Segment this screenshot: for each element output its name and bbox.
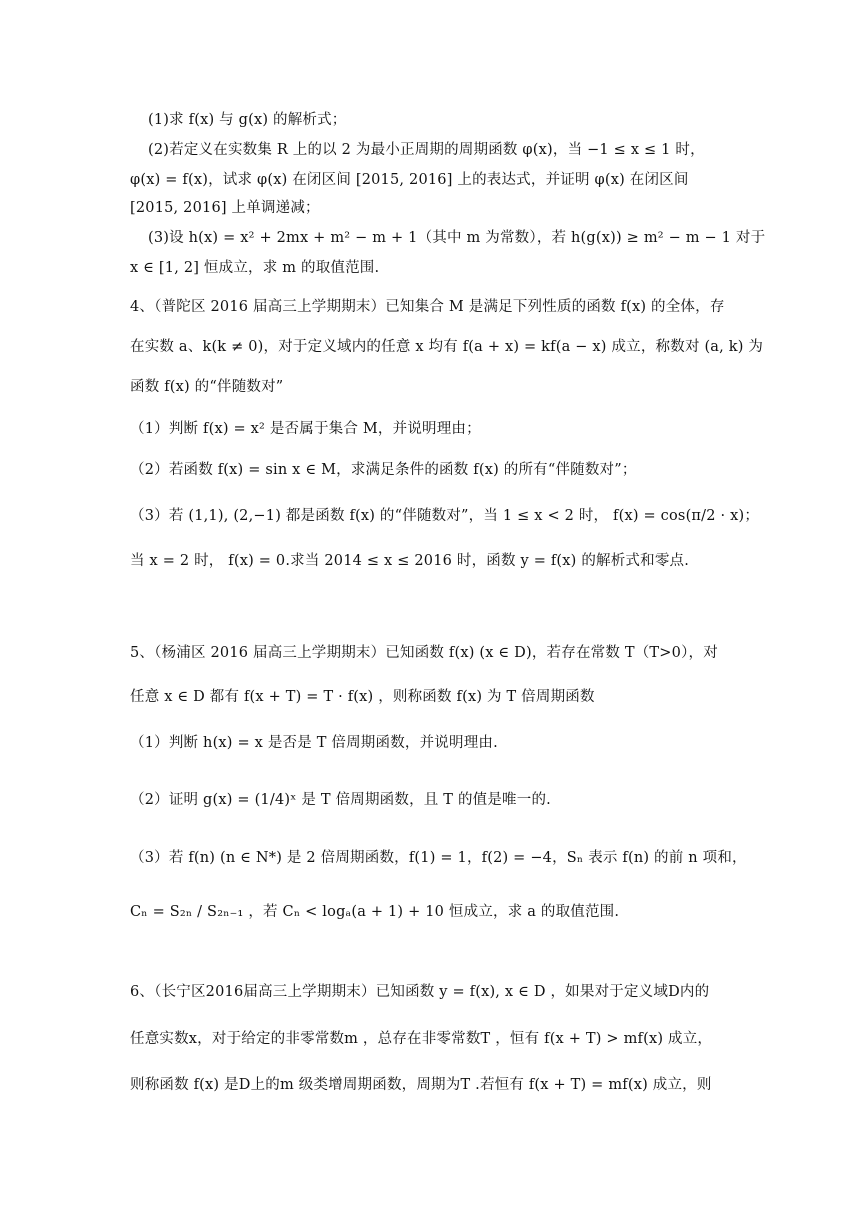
problem6-line3: 则称函数 f(x) 是D上的m 级类增周期函数，周期为T .若恒有 f(x + T) = mf(x) 成立，则 bbox=[130, 1077, 712, 1093]
problem4-line3: 函数 f(x) 的“伴随数对” bbox=[130, 379, 284, 395]
problem4-question1: （1）判断 f(x) = x² 是否属于集合 M，并说明理由； bbox=[130, 421, 481, 437]
problem6-line1: 6、（长宁区2016届高三上学期期末）已知函数 y = f(x), x ∈ D ，如果对于定义域D内的 bbox=[130, 984, 710, 1000]
problem6-line2: 任意实数x，对于给定的非零常数m ，总存在非零常数T ，恒有 f(x + T) > mf(x) 成立， bbox=[130, 1031, 713, 1047]
problem5-question2: （2）证明 g(x) = (1/4)ˣ 是 T 倍周期函数，且 T 的值是唯一的. bbox=[130, 792, 551, 808]
problem4-question3-line1: （3）若 (1,1), (2,−1) 都是函数 f(x) 的“伴随数对”，当 1 ≤ x < 2 时， f(x) = cos(π/2 · x)； bbox=[130, 508, 760, 524]
problem3-part3-line1: (3)设 h(x) = x² + 2mx + m² − m + 1（其中 m 为常数），若 h(g(x)) ≥ m² − m − 1 对于 bbox=[148, 230, 766, 246]
problem5-question3-line1: （3）若 f(n) (n ∈ N*) 是 2 倍周期函数，f(1) = 1，f(2) = −4，Sₙ 表示 f(n) 的前 n 项和， bbox=[130, 850, 747, 866]
problem3-part2-line2: φ(x) = f(x)，试求 φ(x) 在闭区间 [2015, 2016] 上的表达式，并证明 φ(x) 在闭区间 bbox=[130, 172, 689, 188]
problem4-line2: 在实数 a、k(k ≠ 0)，对于定义域内的任意 x 均有 f(a + x) = kf(a − x) 成立，称数对 (a, k) 为 bbox=[130, 339, 764, 355]
problem3-part3-line2: x ∈ [1, 2] 恒成立，求 m 的取值范围. bbox=[130, 260, 380, 276]
problem3-part2-line3: [2015, 2016] 上单调递减； bbox=[130, 200, 320, 216]
problem3-part2-line1: (2)若定义在实数集 R 上的以 2 为最小正周期的周期函数 φ(x)，当 −1 ≤ x ≤ 1 时， bbox=[148, 142, 705, 158]
problem4-question2: （2）若函数 f(x) = sin x ∈ M，求满足条件的函数 f(x) 的所有“伴随数对”； bbox=[130, 462, 637, 478]
problem3-part1: (1)求 f(x) 与 g(x) 的解析式； bbox=[148, 112, 347, 128]
problem4-question3-line2: 当 x = 2 时， f(x) = 0.求当 2014 ≤ x ≤ 2016 时，函数 y = f(x) 的解析式和零点. bbox=[130, 553, 690, 569]
problem4-line1: 4、（普陀区 2016 届高三上学期期末）已知集合 M 是满足下列性质的函数 f(x) 的全体，存 bbox=[130, 299, 725, 315]
problem5-question1: （1）判断 h(x) = x 是否是 T 倍周期函数，并说明理由. bbox=[130, 735, 498, 751]
problem5-line1: 5、（杨浦区 2016 届高三上学期期末）已知函数 f(x) (x ∈ D)，若存在常数 T（T>0），对 bbox=[130, 645, 718, 661]
problem5-line2: 任意 x ∈ D 都有 f(x + T) = T · f(x) ，则称函数 f(x) 为 T 倍周期函数 bbox=[130, 689, 595, 705]
problem5-question3-line2: Cₙ = S₂ₙ / S₂ₙ₋₁ ，若 Cₙ < logₐ(a + 1) + 10 恒成立，求 a 的取值范围. bbox=[130, 904, 620, 920]
